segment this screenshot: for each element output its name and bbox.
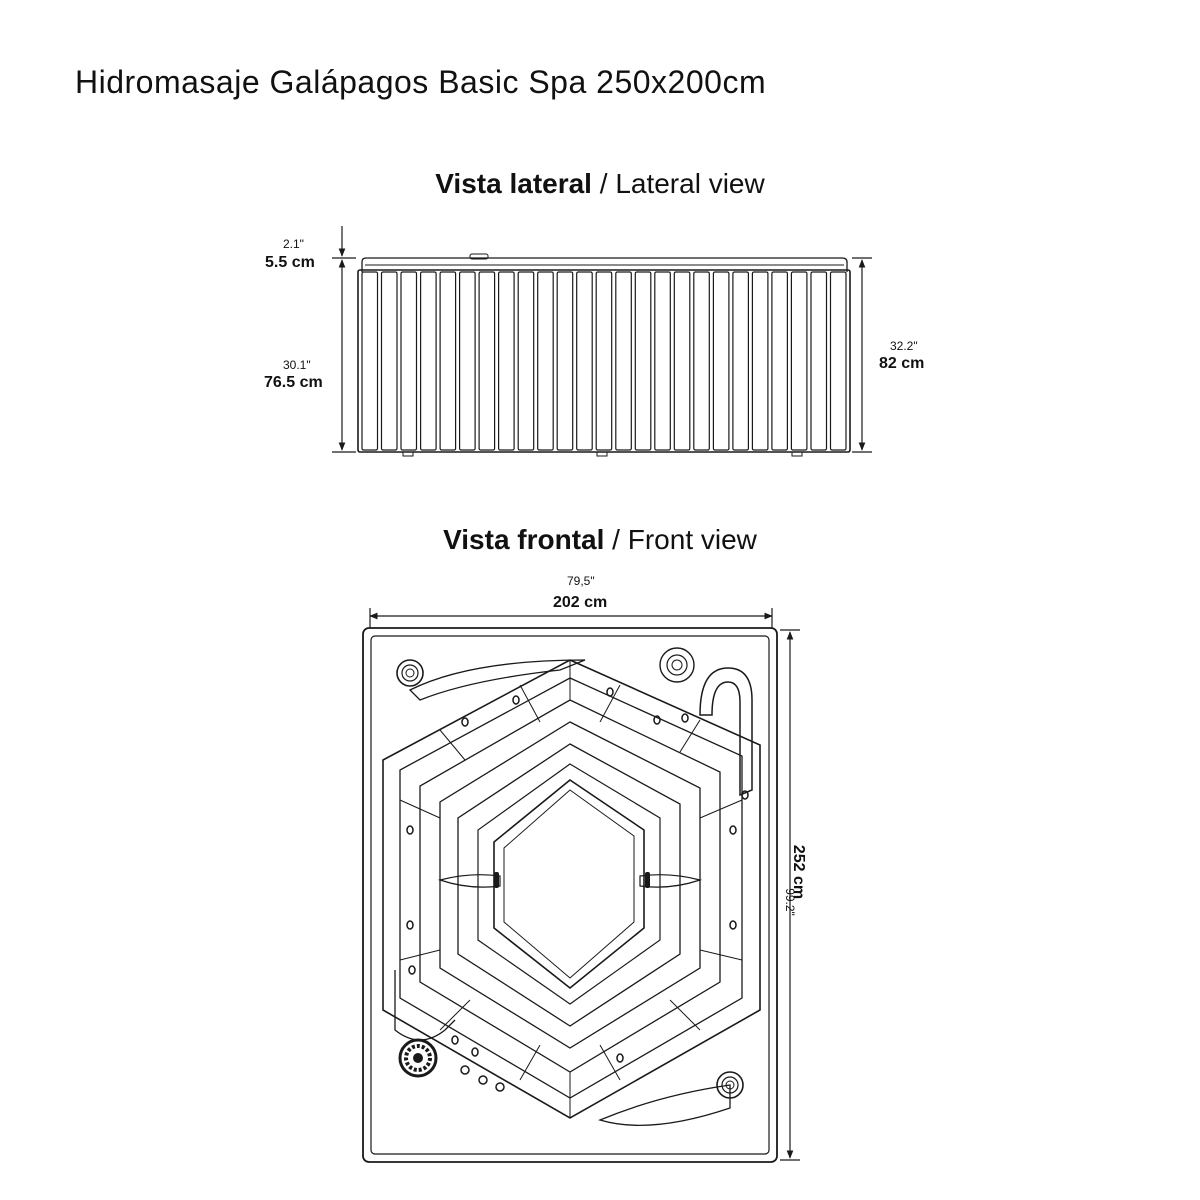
slat [831, 272, 847, 450]
bottom-right-armrest [600, 1085, 730, 1125]
slat [557, 272, 573, 450]
slat [616, 272, 632, 450]
slat [577, 272, 593, 450]
slat [479, 272, 495, 450]
slat [791, 272, 807, 450]
dim-top-cm: 5.5 cm [265, 254, 315, 271]
bottom-left-armrest [395, 970, 455, 1040]
dim-total-cm: 82 cm [879, 355, 925, 372]
lateral-view-drawing [332, 226, 872, 456]
dim-width-inches: 79,5" [567, 574, 595, 588]
front-heading-sep: / [604, 524, 628, 555]
page-title: Hidromasaje Galápagos Basic Spa 250x200cm [75, 64, 767, 100]
lateral-heading-sep: / [591, 168, 616, 199]
slat [401, 272, 417, 450]
front-view-drawing [363, 608, 800, 1162]
slat [538, 272, 554, 450]
air-controls [461, 1066, 504, 1091]
slat [362, 272, 378, 450]
control-dial [400, 1040, 436, 1076]
slat [674, 272, 690, 450]
cup-holder-top-right [660, 648, 694, 682]
slat [382, 272, 398, 450]
dim-length-inches: 99.2" [783, 888, 797, 916]
slat [811, 272, 827, 450]
slat [694, 272, 710, 450]
slat [772, 272, 788, 450]
dim-length-cm: 252 cm [790, 844, 807, 900]
slat [733, 272, 749, 450]
slat [635, 272, 651, 450]
slat [460, 272, 476, 450]
grab-handle [700, 668, 752, 795]
lateral-slats [362, 272, 846, 450]
slat [440, 272, 456, 450]
cup-holder-top-left [397, 660, 423, 686]
slat [713, 272, 729, 450]
dim-body-inches: 30.1" [283, 358, 311, 372]
slat [655, 272, 671, 450]
front-heading-es: Vista frontal [443, 524, 605, 555]
lateral-heading-es: Vista lateral [435, 168, 592, 199]
dim-top-inches: 2.1" [283, 237, 304, 251]
slat [752, 272, 768, 450]
lateral-heading-en: Lateral view [615, 168, 765, 199]
front-heading-en: Front view [627, 524, 757, 555]
dim-body-cm: 76.5 cm [264, 374, 323, 391]
dim-total-inches: 32.2" [890, 339, 918, 353]
lateral-body [358, 270, 850, 452]
left-step [440, 875, 500, 887]
slat [518, 272, 534, 450]
dim-width-cm: 202 cm [553, 594, 608, 611]
slat [421, 272, 437, 450]
hex-floor [494, 780, 644, 988]
slat [596, 272, 612, 450]
slat [499, 272, 514, 450]
